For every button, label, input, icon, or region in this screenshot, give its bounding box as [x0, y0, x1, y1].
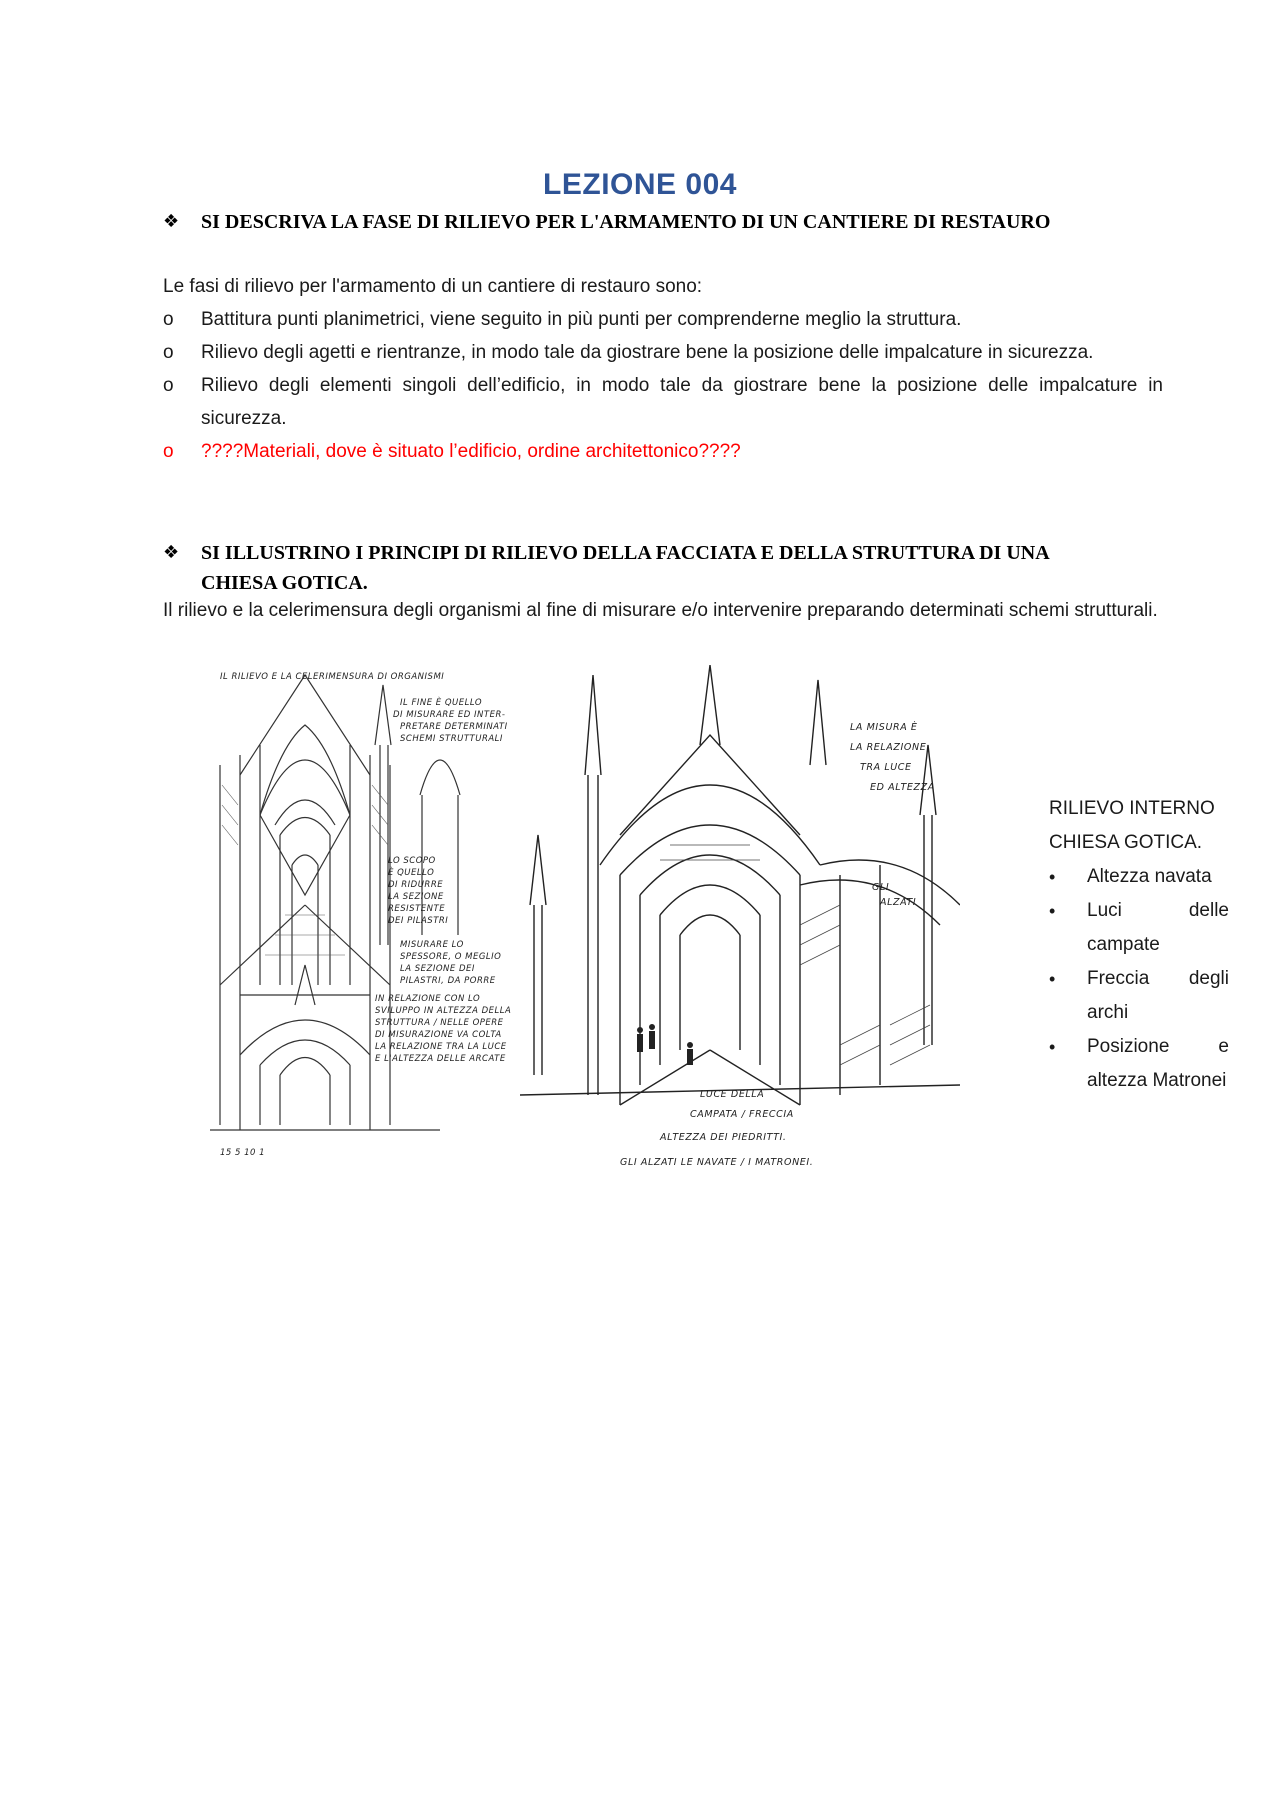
sketch-note: È QUELLO: [388, 868, 435, 878]
sketch-note: DI MISURARE ED INTER-: [393, 710, 506, 720]
side-list: [1049, 792, 1229, 1098]
list-item: • Posizione e altezza Matronei: [1049, 1030, 1229, 1098]
sketch-note: GLI ALZATI LE NAVATE / I MATRONEI.: [620, 1157, 814, 1168]
sketch-note: MISURARE LO: [400, 940, 464, 950]
sketch-note: 15 5 10 1: [220, 1148, 266, 1158]
sketch-note: CAMPATA / FRECCIA: [690, 1109, 794, 1120]
sketch-note: RESISTENTE: [388, 904, 446, 914]
sketch-note: LA RELAZIONE: [850, 742, 927, 753]
sketch-note: PILASTRI, DA PORRE: [400, 976, 496, 986]
circle-bullet-icon: o: [163, 309, 174, 330]
sketch-note: DEI PILASTRI: [388, 916, 449, 926]
diamond-bullet-icon: ❖: [163, 542, 180, 563]
gothic-church-sketch: [200, 665, 960, 1195]
sketch-note: LA MISURA È: [850, 722, 918, 733]
question-2: [163, 538, 1123, 598]
sketch-note: IN RELAZIONE CON LO: [375, 994, 481, 1004]
circle-bullet-icon: o: [163, 375, 174, 396]
list-item: o Rilievo degli elementi singoli dell’edificio, in modo tale da giostrare bene la posizione delle impalcature in sicurezza.: [163, 369, 1163, 435]
section-2-paragraph: Il rilievo e la celerimensura degli organismi al fine di misurare e/o intervenire preparando determinati schemi strutturali.: [163, 600, 1158, 621]
bullet-icon: •: [1049, 969, 1056, 989]
sketch-note: SPESSORE, O MEGLIO: [400, 952, 502, 962]
sketch-drawing: [200, 665, 960, 1195]
phases-list: [163, 303, 1163, 468]
list-item: • Altezza navata: [1049, 860, 1229, 894]
sketch-note: LA SEZIONE: [388, 892, 444, 902]
side-bullets: [1049, 860, 1229, 1098]
sketch-note: PRETARE DETERMINATI: [400, 722, 508, 732]
sketch-note: ALZATI: [880, 897, 917, 908]
question-1-text: SI DESCRIVA LA FASE DI RILIEVO PER L'ARMAMENTO DI UN CANTIERE DI RESTAURO: [201, 211, 1051, 233]
sketch-note: TRA LUCE: [860, 762, 912, 773]
sketch-note: LA SEZIONE DEI: [400, 964, 475, 974]
bullet-icon: •: [1049, 867, 1056, 887]
circle-bullet-icon: o: [163, 441, 174, 462]
sketch-note: SCHEMI STRUTTURALI: [400, 734, 503, 744]
sketch-note: ALTEZZA DEI PIEDRITTI.: [660, 1132, 787, 1143]
sketch-note: GLI: [872, 882, 890, 893]
sketch-note: DI MISURAZIONE VA COLTA: [375, 1030, 502, 1040]
sketch-note: LA RELAZIONE TRA LA LUCE: [375, 1042, 507, 1052]
list-item: o Rilievo degli agetti e rientranze, in modo tale da giostrare bene la posizione delle impalcature in sicurezza.: [163, 336, 1163, 369]
sketch-note: SVILUPPO IN ALTEZZA DELLA: [375, 1006, 512, 1016]
circle-bullet-icon: o: [163, 342, 174, 363]
side-list-heading: CHIESA GOTICA.: [1049, 832, 1203, 853]
question-2-text: SI ILLUSTRINO I PRINCIPI DI RILIEVO DELLA FACCIATA E DELLA STRUTTURA DI UNA CHIESA GOTICA.: [201, 542, 1049, 594]
sketch-note: LUCE DELLA: [700, 1089, 765, 1100]
sketch-note: E L'ALTEZZA DELLE ARCATE: [375, 1054, 506, 1064]
list-item-highlighted: o ????Materiali, dove è situato l’edificio, ordine architettonico????: [163, 435, 1163, 468]
list-item: o Battitura punti planimetrici, viene seguito in più punti per comprenderne meglio la struttura.: [163, 303, 1163, 336]
bullet-icon: •: [1049, 1037, 1056, 1057]
side-list-heading: RILIEVO INTERNO: [1049, 798, 1215, 819]
list-item: • Freccia degli archi: [1049, 962, 1229, 1030]
diamond-bullet-icon: ❖: [163, 211, 180, 232]
page-title: LEZIONE 004: [543, 168, 737, 201]
sketch-note: LO SCOPO: [388, 856, 436, 866]
intro-paragraph: Le fasi di rilievo per l'armamento di un cantiere di restauro sono:: [163, 276, 703, 297]
sketch-note: DI RIDURRE: [388, 880, 444, 890]
bullet-icon: •: [1049, 901, 1056, 921]
sketch-note: IL FINE È QUELLO: [400, 698, 483, 708]
sketch-note: ED ALTEZZA: [870, 782, 935, 793]
list-item: • Luci delle campate: [1049, 894, 1229, 962]
sketch-note: IL RILIEVO E LA CELERIMENSURA DI ORGANISMI: [220, 672, 445, 682]
question-1: [163, 207, 1123, 237]
sketch-note: STRUTTURA / NELLE OPERE: [375, 1018, 504, 1028]
